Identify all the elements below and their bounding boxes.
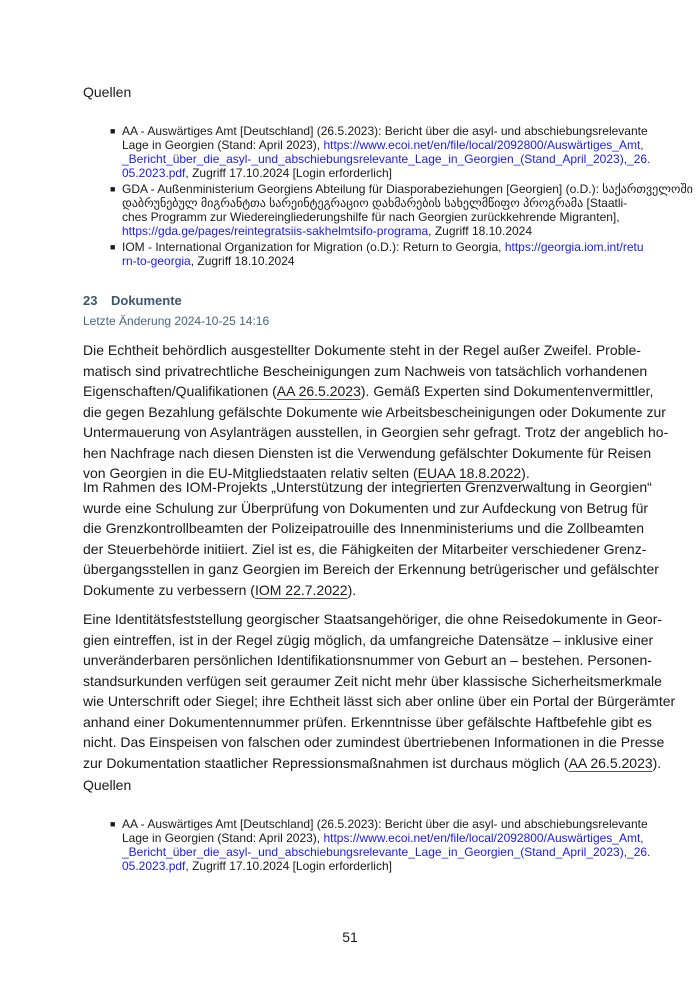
text-line bbox=[83, 340, 641, 361]
text-segment: , Zugriff 17.10.2024 [Login erforderlich] bbox=[185, 859, 392, 873]
bullet-icon: ■ bbox=[110, 819, 116, 829]
text-line bbox=[83, 753, 662, 774]
source-link[interactable]: 05.2023.pdf bbox=[122, 166, 186, 180]
text-line bbox=[83, 609, 663, 630]
text-segment: der Steuerbehörde initiiert. Ziel ist es, die Fähigkeiten der Mitarbeiter verschiedener Grenz- bbox=[83, 540, 647, 557]
text-line bbox=[83, 381, 654, 402]
text-segment: unveränderbaren persönlichen Identifikationsnummer von Geburt an – bestehen. Personen- bbox=[83, 652, 652, 668]
source-item bbox=[110, 124, 651, 180]
source-link[interactable]: https://gda.ge/pages/reintegratsiis-sakhelmtsifo-programa bbox=[122, 224, 429, 238]
text-line bbox=[122, 240, 644, 254]
text-segment: , Zugriff 17.10.2024 [Login erforderlich] bbox=[185, 166, 392, 180]
citation-link[interactable]: EUAA 18.8.2022 bbox=[417, 465, 522, 481]
paragraph bbox=[83, 609, 676, 773]
text-segment: wurde eine Schulung zur Überprüfung von Dokumenten und zur Aufdeckung von Betrug für bbox=[83, 499, 649, 516]
text-line bbox=[83, 559, 659, 580]
sources-heading: Quellen bbox=[83, 777, 132, 793]
text-line bbox=[83, 691, 676, 712]
text-segment: standsurkunden verfügen seit geraumer Zeit nicht mehr über klassische Sicherheitsmerkmale bbox=[83, 672, 662, 689]
citation-link[interactable]: IOM 22.7.2022 bbox=[254, 581, 348, 598]
text-line bbox=[83, 443, 652, 464]
bullet-icon: ■ bbox=[110, 126, 116, 136]
text-segment: AA - Auswärtiges Amt [Deutschland] (26.5.2023): Bericht über die asyl- und abschiebungsrelevante bbox=[122, 124, 648, 138]
text-line bbox=[83, 498, 649, 519]
text-segment: von Georgien in die EU-Mitgliedstaaten relativ selten ( bbox=[83, 465, 418, 481]
sources-heading: Quellen bbox=[83, 84, 132, 100]
section-number: 23 bbox=[83, 293, 98, 308]
text-segment: Dokumente zu verbessern ( bbox=[83, 581, 255, 598]
text-segment: matisch sind privatrechtliche Bescheinigungen zum Nachweis von tatsächlich vorhandenen bbox=[83, 362, 648, 379]
text-segment: ). bbox=[652, 754, 662, 771]
text-line bbox=[122, 138, 644, 152]
text-segment: Die Echtheit behördlich ausgestellter Dokumente steht in der Regel außer Zweifel. Proble- bbox=[83, 342, 641, 358]
page-number: 51 bbox=[342, 929, 358, 945]
bullet-icon: ■ bbox=[110, 184, 116, 194]
text-segment: ches Programm zur Wiedereingliederungshilfe für nach Georgien zurückkehrende Migranten], bbox=[122, 210, 620, 224]
text-segment: gien eintreffen, ist in der Regel zügig möglich, da umfangreiche Datensätze – inklusive einer bbox=[83, 631, 654, 648]
text-segment: დაბრუნებულ მიგრანტთა სარეინტეგრაციო დახმარების სახელმწიფო პროგრამა [Staatli- bbox=[122, 196, 628, 210]
text-segment: hen Nachfrage nach diesen Diensten ist die Verwendung gefälschter Dokumente für Reisen bbox=[83, 444, 652, 461]
source-item bbox=[110, 240, 644, 268]
text-line bbox=[122, 845, 651, 859]
text-segment: Lage in Georgien (Stand: April 2023), bbox=[122, 138, 324, 152]
source-link[interactable]: https://www.ecoi.net/en/file/local/2092800/Auswärtiges_Amt, bbox=[323, 831, 644, 845]
text-segment: die Grenzkontrollbeamten der Polizeipatrouille des Innenministeriums und die Zollbeamten bbox=[83, 520, 645, 536]
text-segment: übergangsstellen in ganz Georgien im Bereich der Erkennung betrügerischer und gefälschter bbox=[83, 561, 659, 577]
text-line bbox=[83, 477, 652, 498]
text-segment: zur Dokumentation staatlicher Repressionsmaßnahmen ist durchaus möglich ( bbox=[83, 754, 569, 771]
section-title: Dokumente bbox=[111, 293, 182, 308]
paragraph bbox=[83, 477, 659, 600]
text-line bbox=[83, 732, 665, 753]
text-segment: Untermauerung von Asylanträgen ausstellen, in Georgien sehr gefragt. Trotz der angeblich ho- bbox=[83, 424, 669, 440]
source-link[interactable]: https://georgia.iom.int/retu bbox=[504, 240, 644, 254]
text-line bbox=[83, 402, 666, 423]
text-segment: die gegen Bezahlung gefälschte Dokumente wie Arbeitsbescheinigungen oder Dokumente zur bbox=[83, 403, 666, 420]
text-line bbox=[122, 182, 693, 196]
text-line bbox=[122, 196, 628, 210]
source-item bbox=[110, 817, 651, 873]
text-segment: ). bbox=[347, 581, 357, 598]
text-segment: Eine Identitätsfeststellung georgischer Staatsangehöriger, die ohne Reisedokumente in Geor- bbox=[83, 611, 663, 627]
text-line bbox=[83, 650, 652, 671]
text-segment: Eigenschaften/Qualifikationen ( bbox=[83, 383, 277, 399]
text-line bbox=[83, 712, 652, 733]
paragraph bbox=[83, 340, 669, 484]
text-line bbox=[83, 422, 669, 443]
text-segment: Im Rahmen des IOM-Projekts „Unterstützung der integrierten Grenzverwaltung in Georgien“ bbox=[83, 479, 652, 495]
text-line bbox=[122, 152, 651, 166]
text-line bbox=[83, 361, 648, 382]
source-link[interactable]: _Bericht_über_die_asyl-_und_abschiebungsrelevante_Lage_in_Georgien_(Stand_April_2023),_26. bbox=[122, 845, 651, 859]
text-segment: AA - Auswärtiges Amt [Deutschland] (26.5.2023): Bericht über die asyl- und abschiebungsrelevante bbox=[122, 817, 648, 831]
source-list bbox=[110, 124, 693, 270]
text-line bbox=[122, 210, 620, 224]
source-link[interactable]: https://www.ecoi.net/en/file/local/2092800/Auswärtiges_Amt, bbox=[323, 138, 644, 152]
text-segment: wie Unterschrift oder Siegel; ihre Echtheit lässt sich aber online über ein Portal der Bürgerämter bbox=[83, 693, 676, 709]
text-line bbox=[122, 817, 648, 831]
text-segment: nicht. Das Einspeisen von falschen oder zumindest übertriebenen Informationen in die Presse bbox=[83, 734, 665, 750]
text-segment: , Zugriff 18.10.2024 bbox=[428, 224, 533, 238]
source-link[interactable]: 05.2023.pdf bbox=[122, 859, 186, 873]
text-line bbox=[83, 630, 654, 651]
text-line bbox=[122, 224, 617, 238]
text-line bbox=[122, 859, 617, 873]
text-segment: , Zugriff 18.10.2024 bbox=[190, 254, 295, 268]
text-line bbox=[83, 580, 617, 601]
text-line bbox=[83, 518, 645, 539]
text-segment: ). Gemäß Experten sind Dokumentenvermittler, bbox=[360, 383, 654, 399]
bullet-icon: ■ bbox=[110, 242, 116, 252]
text-line bbox=[122, 831, 644, 845]
text-segment: IOM - International Organization for Migration (o.D.): Return to Georgia, bbox=[122, 240, 505, 254]
citation-link[interactable]: AA 26.5.2023 bbox=[568, 754, 653, 771]
text-line bbox=[122, 166, 617, 180]
section-heading bbox=[83, 293, 617, 308]
source-item bbox=[110, 182, 693, 238]
source-link[interactable]: rn-to-georgia bbox=[122, 254, 191, 268]
last-modified: Letzte Änderung 2024-10-25 14:16 bbox=[83, 314, 270, 328]
text-line bbox=[83, 539, 647, 560]
text-line bbox=[83, 671, 662, 692]
text-segment: ). bbox=[521, 465, 530, 481]
source-link[interactable]: _Bericht_über_die_asyl-_und_abschiebungsrelevante_Lage_in_Georgien_(Stand_April_2023),_26. bbox=[122, 152, 651, 166]
source-list bbox=[110, 817, 651, 875]
text-segment: Lage in Georgien (Stand: April 2023), bbox=[122, 831, 324, 845]
text-segment: anhand einer Dokumentennummer prüfen. Erkenntnisse über gefälschte Haftbefehle gibt es bbox=[83, 713, 652, 730]
citation-link[interactable]: AA 26.5.2023 bbox=[276, 383, 361, 399]
text-segment: GDA - Außenministerium Georgiens Abteilung für Diasporabeziehungen [Georgien] (o.D.): საქართველოში bbox=[122, 182, 693, 196]
text-line bbox=[122, 124, 648, 138]
text-line bbox=[122, 254, 617, 268]
